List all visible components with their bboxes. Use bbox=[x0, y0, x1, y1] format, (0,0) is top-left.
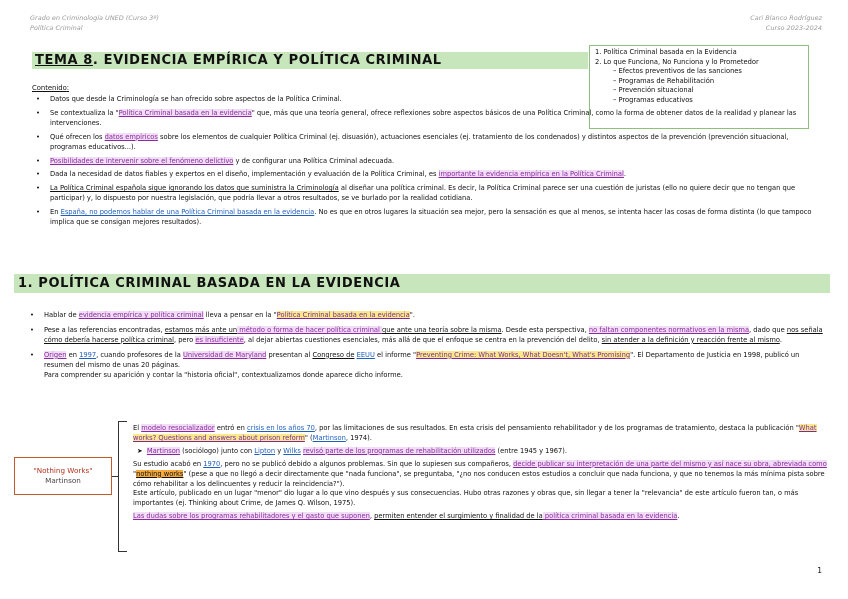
section-title: 1. POLÍTICA CRIMINAL BASADA EN LA EVIDENCIA bbox=[18, 276, 401, 291]
course-label: Grado en Criminología UNED (Curso 3º) bbox=[30, 14, 159, 22]
list-item: • Se contextualiza la "Política Criminal basada en la evidencia" que, más que una teoría general, ofrece reflexiones sobre aspectos básicos de una Política Criminal, como la forma de obtener datos de la realidad y planear las intervenciones. bbox=[36, 109, 826, 129]
toc-subitem: – Programas de Rehabilitación bbox=[613, 76, 715, 85]
subject-label: Política Criminal bbox=[30, 24, 83, 32]
nothing-works-box bbox=[14, 457, 112, 495]
paragraph: Su estudio acabó en 1970, pero no se publicó debido a algunos problemas. Sin que lo supiesen sus compañeros, decide publicar su interpretación de una parte del mismo y así nace su obra, abreviada como "nothing works" (pese a que no llegó a decir directamente que "nada funciona", se preguntaba, "¿no nos conducen estos estudios a concluir que nada funciona, y que no tenemos la más mínima pista sobre cómo rehabilitar a los delincuentes y reducir la reincidencia?"). Este artículo, publicado en un lugar "menor" dio lugar a lo que vino después y sus consecuencias. Hubo otras razones y obras que, sin llegar a tener la "relevancia" de este artículo fueron tan, o más importantes (ej. Thinking about Crime, de James Q. Wilson, 1975). bbox=[133, 459, 827, 508]
list-item: • Posibilidades de intervenir sobre el fenómeno delictivo y de configurar una Política Criminal adecuada. bbox=[36, 157, 826, 167]
list-item: • La Política Criminal española sigue ignorando los datos que suministra la Criminología al diseñar una política criminal. Es decir, la Política Criminal parece ser una cuestión de juristas (ello no quiere decir que no tengan que participar) y, lo dispuesto por nuestra legislación, que podría llevar a otros resultados, se ve burlado por la realidad cotidiana. bbox=[36, 184, 826, 204]
title-rest: . EVIDENCIA EMPÍRICA Y POLÍTICA CRIMINAL bbox=[92, 53, 442, 68]
list-item: • Origen en 1997, cuando profesores de la Universidad de Maryland presentan al Congreso de EEUU el informe "Preventing Crime: What Works, What Doesn't, What's Promising". El Departamento de Justicia en 1998, publicó un resumen del mismo de unas 20 páginas. Para comprender su aparición y contar la "historia oficial", contextualizamos donde aparece dicho informe. bbox=[30, 351, 825, 381]
paragraph: Las dudas sobre los programas rehabilitadores y el gasto que suponen, permiten entender el surgimiento y finalidad de la política criminal basada en la evidencia. bbox=[133, 512, 680, 521]
header-right bbox=[750, 13, 822, 33]
bracket bbox=[118, 421, 127, 552]
list-item: • Hablar de evidencia empírica y política criminal lleva a pensar en la "Política Criminal basada en la evidencia". bbox=[30, 311, 825, 321]
author-label: Cari Blanco Rodríguez bbox=[750, 14, 822, 22]
title-band bbox=[32, 52, 588, 69]
toc-item: 1. Política Criminal basada en la Evidencia bbox=[595, 48, 737, 56]
list-item: • Datos que desde la Criminología se han ofrecido sobre aspectos de la Política Criminal. bbox=[36, 95, 826, 105]
nothing-works-title: "Nothing Works" bbox=[33, 466, 93, 475]
list-item: • En España, no podemos hablar de una Política Criminal basada en la evidencia. No es que en otros lugares la situación sea mejor, pero la sensación es que al menos, se intenta hacer las cosas de forma distinta (lo que tampoco implica que se consigan mejores resultados). bbox=[36, 208, 826, 228]
nothing-works-author: Martinson bbox=[45, 476, 81, 485]
arrow-icon: ➤ bbox=[137, 446, 143, 455]
list-item: • Pese a las referencias encontradas, estamos más ante un método o forma de hacer política criminal que ante una teoría sobre la misma. Desde esta perspectiva, no faltan componentes normativos en la misma, dado que nos señala cómo debería hacerse política criminal, pero es insuficiente, al dejar abiertas cuestiones esenciales, más allá de que el enfoque se centra en la prevención del delito, sin atender a la definición y reacción frente al mismo. bbox=[30, 326, 825, 346]
toc-subitem: – Programas educativos bbox=[613, 95, 693, 104]
header-left bbox=[30, 13, 159, 33]
paragraph: El modelo resocializador entró en crisis en los años 70, por las limitaciones de sus resultados. En esta crisis del pensamiento rehabilitador y de los programas de tratamiento, destaca la publicación "What works? Questions and answers about prison reform" (Martinson, 1974). bbox=[133, 424, 817, 442]
title-tema: TEMA 8 bbox=[35, 53, 93, 68]
list-item: • Qué ofrecen los datos empíricos sobre los elementos de cualquier Política Criminal (ej. disuasión), actuaciones esenciales (ej. tratamiento de los condenados) y distintos aspectos de la prevención (prevención situacional, programas educativos...). bbox=[36, 133, 826, 153]
page-number: 1 bbox=[817, 566, 822, 575]
section-band bbox=[14, 274, 830, 293]
detail-block bbox=[133, 424, 828, 525]
toc-item: 2. Lo que Funciona, No Funciona y lo Prometedor bbox=[595, 57, 759, 66]
list-item: • Dada la necesidad de datos fiables y expertos en el diseño, implementación y evaluación de la Política Criminal, es importante la evidencia empírica en la Política Criminal. bbox=[36, 170, 826, 180]
year-label: Curso 2023-2024 bbox=[765, 24, 822, 32]
intro-list bbox=[36, 95, 826, 232]
page-title bbox=[35, 52, 442, 69]
toc-subitem: – Prevención situacional bbox=[613, 86, 694, 95]
section1-list bbox=[30, 311, 825, 385]
toc-subitem: – Efectos preventivos de las sanciones bbox=[613, 67, 742, 76]
contenido-label: Contenido: bbox=[32, 84, 70, 92]
paragraph: ➤ Martinson (sociólogo) junto con Lipton y Wilks revisó parte de los programas de rehabilitación utilizados (entre 1945 y 1967). bbox=[137, 446, 567, 455]
